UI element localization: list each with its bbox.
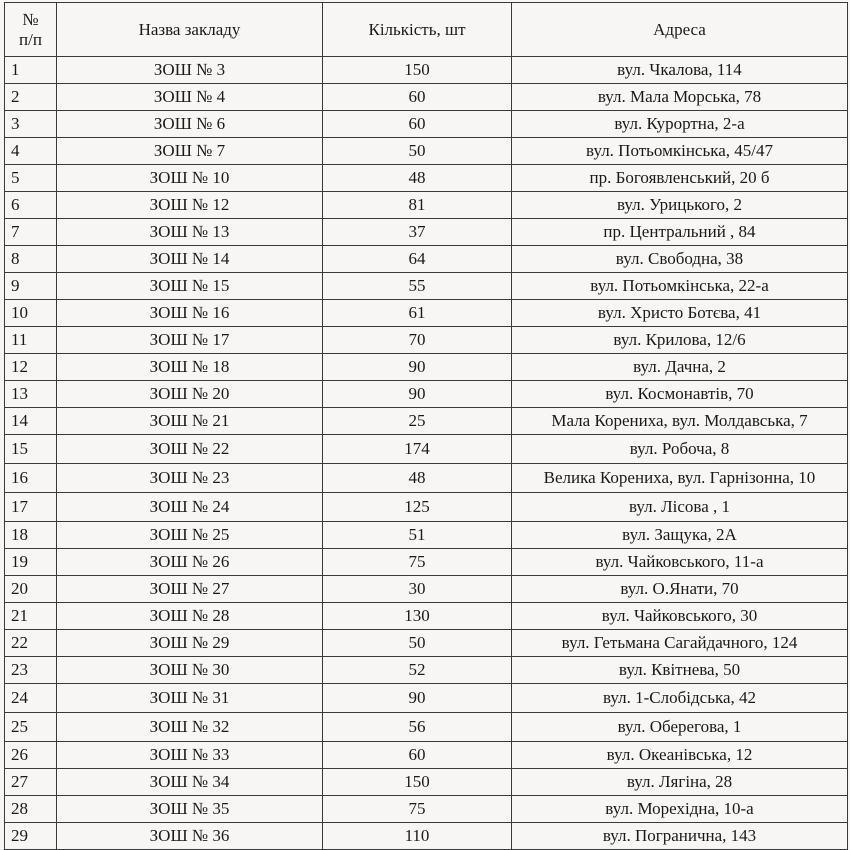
cell-number: 4 bbox=[5, 138, 57, 165]
table-header-row bbox=[5, 3, 848, 57]
cell-quantity: 110 bbox=[323, 823, 512, 850]
cell-quantity: 174 bbox=[323, 435, 512, 464]
cell-quantity: 55 bbox=[323, 273, 512, 300]
table-row bbox=[5, 603, 848, 630]
cell-address: вул. Свободна, 38 bbox=[512, 246, 848, 273]
table-row bbox=[5, 246, 848, 273]
cell-school-name: ЗОШ № 27 bbox=[57, 576, 323, 603]
cell-school-name: ЗОШ № 35 bbox=[57, 796, 323, 823]
cell-school-name: ЗОШ № 22 bbox=[57, 435, 323, 464]
header-number-abbr: п/п bbox=[19, 29, 42, 49]
cell-address: пр. Богоявленський, 20 б bbox=[512, 165, 848, 192]
cell-address: Мала Корениха, вул. Молдавська, 7 bbox=[512, 408, 848, 435]
table-row bbox=[5, 657, 848, 684]
header-name: Назва закладу bbox=[57, 3, 323, 57]
cell-school-name: ЗОШ № 36 bbox=[57, 823, 323, 850]
cell-quantity: 52 bbox=[323, 657, 512, 684]
cell-address: вул. О.Янати, 70 bbox=[512, 576, 848, 603]
cell-number: 23 bbox=[5, 657, 57, 684]
cell-quantity: 75 bbox=[323, 796, 512, 823]
table-row bbox=[5, 796, 848, 823]
cell-quantity: 61 bbox=[323, 300, 512, 327]
cell-school-name: ЗОШ № 12 bbox=[57, 192, 323, 219]
header-number bbox=[5, 3, 57, 57]
cell-number: 17 bbox=[5, 493, 57, 522]
cell-number: 11 bbox=[5, 327, 57, 354]
cell-number: 8 bbox=[5, 246, 57, 273]
table-row bbox=[5, 138, 848, 165]
cell-school-name: ЗОШ № 20 bbox=[57, 381, 323, 408]
table-row bbox=[5, 684, 848, 713]
cell-quantity: 75 bbox=[323, 549, 512, 576]
cell-school-name: ЗОШ № 31 bbox=[57, 684, 323, 713]
header-number-symbol: № bbox=[22, 9, 39, 29]
cell-address: вул. Потьомкінська, 22-а bbox=[512, 273, 848, 300]
cell-school-name: ЗОШ № 7 bbox=[57, 138, 323, 165]
table-row bbox=[5, 630, 848, 657]
cell-quantity: 37 bbox=[323, 219, 512, 246]
table-row bbox=[5, 219, 848, 246]
table-row bbox=[5, 435, 848, 464]
cell-address: вул. Робоча, 8 bbox=[512, 435, 848, 464]
cell-quantity: 60 bbox=[323, 84, 512, 111]
cell-school-name: ЗОШ № 28 bbox=[57, 603, 323, 630]
cell-address: вул. Морехідна, 10-а bbox=[512, 796, 848, 823]
cell-quantity: 150 bbox=[323, 769, 512, 796]
header-address: Адреса bbox=[512, 3, 848, 57]
cell-school-name: ЗОШ № 26 bbox=[57, 549, 323, 576]
cell-number: 27 bbox=[5, 769, 57, 796]
cell-school-name: ЗОШ № 23 bbox=[57, 464, 323, 493]
cell-school-name: ЗОШ № 18 bbox=[57, 354, 323, 381]
table-row bbox=[5, 823, 848, 850]
cell-number: 9 bbox=[5, 273, 57, 300]
cell-school-name: ЗОШ № 30 bbox=[57, 657, 323, 684]
cell-address: Велика Корениха, вул. Гарнізонна, 10 bbox=[512, 464, 848, 493]
cell-address: вул. Дачна, 2 bbox=[512, 354, 848, 381]
cell-address: вул. Погранична, 143 bbox=[512, 823, 848, 850]
cell-school-name: ЗОШ № 17 bbox=[57, 327, 323, 354]
table-row bbox=[5, 111, 848, 138]
cell-address: вул. Мала Морська, 78 bbox=[512, 84, 848, 111]
cell-number: 22 bbox=[5, 630, 57, 657]
cell-address: вул. Чкалова, 114 bbox=[512, 57, 848, 84]
table-row bbox=[5, 549, 848, 576]
table-row bbox=[5, 742, 848, 769]
cell-address: вул. Чайковського, 30 bbox=[512, 603, 848, 630]
cell-school-name: ЗОШ № 21 bbox=[57, 408, 323, 435]
cell-quantity: 25 bbox=[323, 408, 512, 435]
cell-number: 6 bbox=[5, 192, 57, 219]
cell-quantity: 90 bbox=[323, 354, 512, 381]
table-row bbox=[5, 769, 848, 796]
table-row bbox=[5, 273, 848, 300]
cell-school-name: ЗОШ № 4 bbox=[57, 84, 323, 111]
cell-school-name: ЗОШ № 24 bbox=[57, 493, 323, 522]
cell-school-name: ЗОШ № 25 bbox=[57, 522, 323, 549]
cell-quantity: 60 bbox=[323, 111, 512, 138]
schools-table bbox=[4, 2, 848, 850]
cell-quantity: 70 bbox=[323, 327, 512, 354]
cell-quantity: 50 bbox=[323, 138, 512, 165]
cell-address: пр. Центральний , 84 bbox=[512, 219, 848, 246]
cell-school-name: ЗОШ № 10 bbox=[57, 165, 323, 192]
cell-school-name: ЗОШ № 15 bbox=[57, 273, 323, 300]
cell-number: 28 bbox=[5, 796, 57, 823]
table-row bbox=[5, 576, 848, 603]
cell-number: 20 bbox=[5, 576, 57, 603]
cell-number: 5 bbox=[5, 165, 57, 192]
cell-quantity: 60 bbox=[323, 742, 512, 769]
table-row bbox=[5, 327, 848, 354]
table-row bbox=[5, 192, 848, 219]
cell-school-name: ЗОШ № 32 bbox=[57, 713, 323, 742]
cell-quantity: 125 bbox=[323, 493, 512, 522]
cell-school-name: ЗОШ № 6 bbox=[57, 111, 323, 138]
cell-address: вул. 1-Слобідська, 42 bbox=[512, 684, 848, 713]
cell-number: 7 bbox=[5, 219, 57, 246]
cell-address: вул. Чайковського, 11-а bbox=[512, 549, 848, 576]
cell-number: 3 bbox=[5, 111, 57, 138]
cell-address: вул. Лісова , 1 bbox=[512, 493, 848, 522]
table-row bbox=[5, 493, 848, 522]
cell-number: 16 bbox=[5, 464, 57, 493]
cell-number: 13 bbox=[5, 381, 57, 408]
cell-number: 12 bbox=[5, 354, 57, 381]
table-row bbox=[5, 300, 848, 327]
cell-number: 15 bbox=[5, 435, 57, 464]
cell-address: вул. Космонавтів, 70 bbox=[512, 381, 848, 408]
cell-quantity: 130 bbox=[323, 603, 512, 630]
cell-quantity: 81 bbox=[323, 192, 512, 219]
cell-number: 2 bbox=[5, 84, 57, 111]
table-body bbox=[5, 57, 848, 850]
cell-number: 24 bbox=[5, 684, 57, 713]
table-row bbox=[5, 165, 848, 192]
table-row bbox=[5, 84, 848, 111]
cell-number: 19 bbox=[5, 549, 57, 576]
cell-quantity: 30 bbox=[323, 576, 512, 603]
cell-school-name: ЗОШ № 34 bbox=[57, 769, 323, 796]
cell-quantity: 150 bbox=[323, 57, 512, 84]
cell-quantity: 56 bbox=[323, 713, 512, 742]
cell-address: вул. Крилова, 12/6 bbox=[512, 327, 848, 354]
cell-school-name: ЗОШ № 3 bbox=[57, 57, 323, 84]
cell-address: вул. Гетьмана Сагайдачного, 124 bbox=[512, 630, 848, 657]
cell-school-name: ЗОШ № 14 bbox=[57, 246, 323, 273]
cell-address: вул. Квітнева, 50 bbox=[512, 657, 848, 684]
cell-address: вул. Океанівська, 12 bbox=[512, 742, 848, 769]
table-row bbox=[5, 381, 848, 408]
cell-address: вул. Потьомкінська, 45/47 bbox=[512, 138, 848, 165]
cell-school-name: ЗОШ № 13 bbox=[57, 219, 323, 246]
cell-number: 14 bbox=[5, 408, 57, 435]
cell-number: 21 bbox=[5, 603, 57, 630]
cell-address: вул. Оберегова, 1 bbox=[512, 713, 848, 742]
cell-number: 10 bbox=[5, 300, 57, 327]
table-row bbox=[5, 57, 848, 84]
cell-school-name: ЗОШ № 33 bbox=[57, 742, 323, 769]
cell-number: 25 bbox=[5, 713, 57, 742]
cell-number: 1 bbox=[5, 57, 57, 84]
cell-quantity: 90 bbox=[323, 684, 512, 713]
table-row bbox=[5, 408, 848, 435]
cell-number: 18 bbox=[5, 522, 57, 549]
cell-number: 26 bbox=[5, 742, 57, 769]
cell-address: вул. Урицького, 2 bbox=[512, 192, 848, 219]
cell-address: вул. Защука, 2А bbox=[512, 522, 848, 549]
table-row bbox=[5, 464, 848, 493]
header-quantity: Кількість, шт bbox=[323, 3, 512, 57]
cell-quantity: 64 bbox=[323, 246, 512, 273]
table-row bbox=[5, 354, 848, 381]
cell-quantity: 48 bbox=[323, 464, 512, 493]
cell-address: вул. Курортна, 2-а bbox=[512, 111, 848, 138]
cell-number: 29 bbox=[5, 823, 57, 850]
cell-address: вул. Лягіна, 28 bbox=[512, 769, 848, 796]
cell-quantity: 50 bbox=[323, 630, 512, 657]
cell-school-name: ЗОШ № 16 bbox=[57, 300, 323, 327]
cell-quantity: 51 bbox=[323, 522, 512, 549]
table-row bbox=[5, 522, 848, 549]
table-row bbox=[5, 713, 848, 742]
cell-quantity: 90 bbox=[323, 381, 512, 408]
cell-quantity: 48 bbox=[323, 165, 512, 192]
cell-school-name: ЗОШ № 29 bbox=[57, 630, 323, 657]
cell-address: вул. Христо Ботєва, 41 bbox=[512, 300, 848, 327]
